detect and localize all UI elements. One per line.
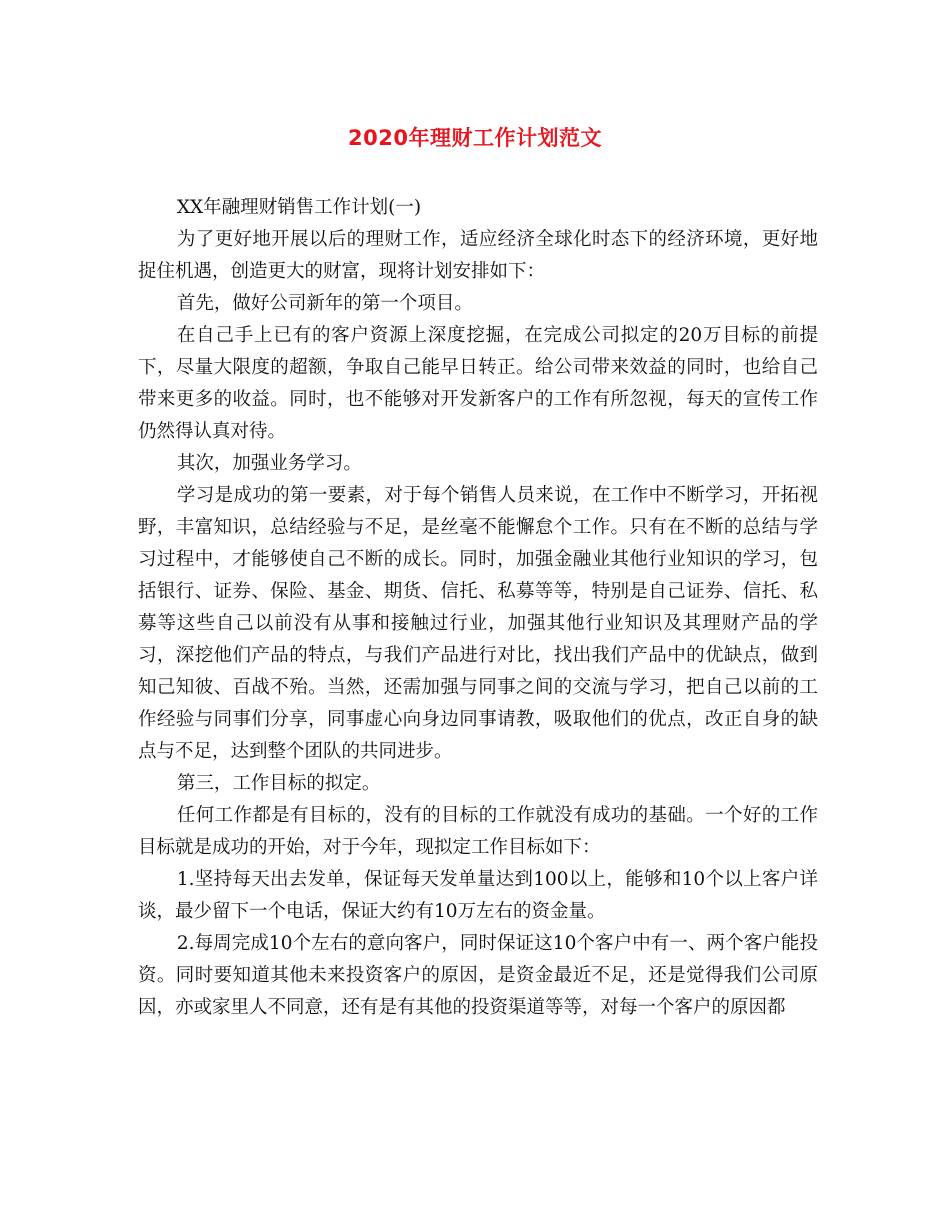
paragraph-first-point: 首先，做好公司新年的第一个项目。 <box>176 293 473 314</box>
paragraph-second-point: 其次，加强业务学习。 <box>176 453 362 474</box>
paragraph-third-point: 第三，工作目标的拟定。 <box>176 773 381 794</box>
document-title: 2020年理财工作计划范文 <box>348 126 602 150</box>
document-body <box>138 192 818 1024</box>
paragraph-goal-one: 1.坚持每天出去发单，保证每天发单量达到100以上，能够和10个以上客户详谈，最少留下一个电话，保证大约有10万左右的资金量。 <box>138 869 818 922</box>
paragraph-third-detail: 任何工作都是有目标的，没有的目标的工作就没有成功的基础。一个好的工作目标就是成功的开始，对于今年，现拟定工作目标如下： <box>138 805 818 858</box>
paragraph-goal-two: 2.每周完成10个左右的意向客户，同时保证这10个客户中有一、两个客户能投资。同时要知道其他未来投资客户的原因，是资金最近不足，还是觉得我们公司原因，亦或家里人不同意，还有是有其他的投资渠道等等，对每一个客户的原因都 <box>138 933 818 1018</box>
paragraph-intro: 为了更好地开展以后的理财工作，适应经济全球化时态下的经济环境，更好地捉住机遇，创造更大的财富，现将计划安排如下： <box>138 229 818 282</box>
paragraph-second-detail: 学习是成功的第一要素，对于每个销售人员来说，在工作中不断学习，开拓视野，丰富知识，总结经验与不足，是丝毫不能懈怠个工作。只有在不断的总结与学习过程中，才能够使自己不断的成长。同时，加强金融业其他行业知识的学习，包括银行、证券、保险、基金、期货、信托、私募等等，特别是自己证券、信托、私募等这些自己以前没有从事和接触过行业，加强其他行业知识及其理财产品的学习，深挖他们产品的特点，与我们产品进行对比，找出我们产品中的优缺点，做到知己知彼、百战不殆。当然，还需加强与同事之间的交流与学习，把自己以前的工作经验与同事们分享，同事虚心向身边同事请教，吸取他们的优点，改正自身的缺点与不足，达到整个团队的共同进步。 <box>138 485 818 762</box>
paragraph-heading-plan-one: XX年融理财销售工作计划(一) <box>176 197 422 218</box>
paragraph-first-detail: 在自己手上已有的客户资源上深度挖掘，在完成公司拟定的20万目标的前提下，尽量大限度的超额，争取自己能早日转正。给公司带来效益的同时，也给自己带来更多的收益。同时，也不能够对开发新客户的工作有所忽视，每天的宣传工作仍然得认真对待。 <box>138 325 818 442</box>
